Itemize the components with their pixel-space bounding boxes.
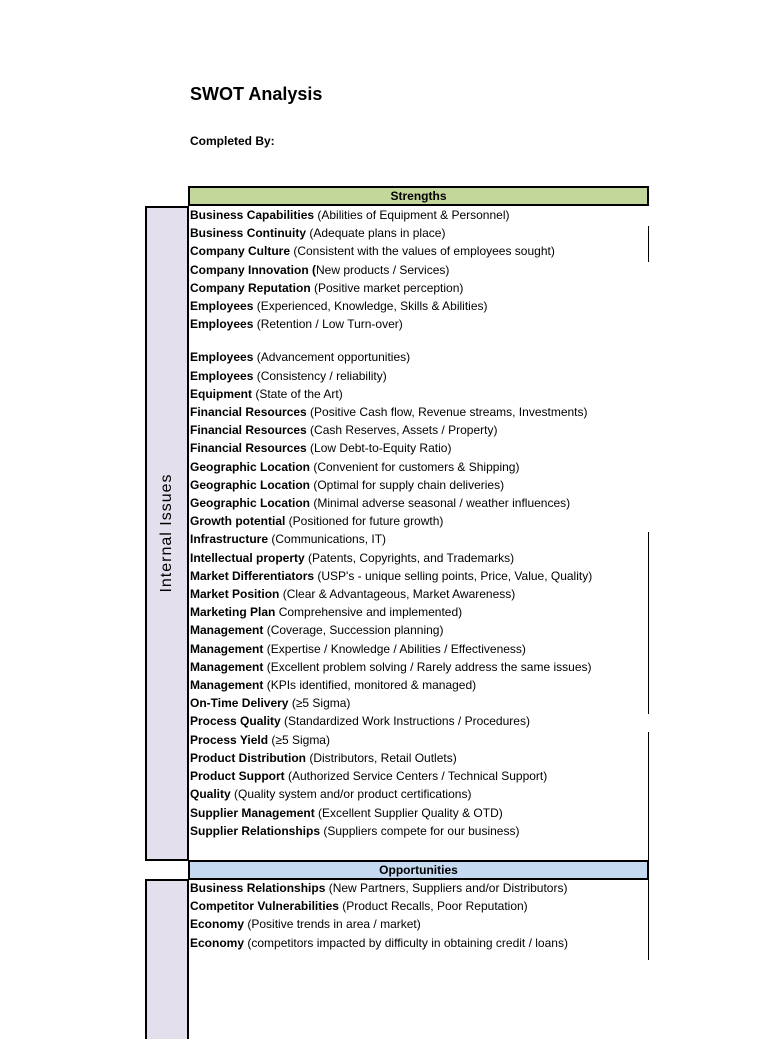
item-description: (Consistency / reliability) [253,368,387,383]
item-category: Infrastructure [190,532,269,547]
item-category: Process Yield [190,732,269,747]
opportunities-header: Opportunities [188,860,649,880]
page-title: SWOT Analysis [190,84,323,104]
item-description: (Excellent problem solving / Rarely address the same issues) [263,659,592,674]
item-description: (Advancement opportunities) [253,350,411,365]
list-item [190,785,650,803]
item-category: On-Time Delivery [190,696,289,711]
list-item [190,879,650,897]
item-description: (Quality system and/or product certifications) [230,787,472,802]
item-description: (Positioned for future growth) [285,514,444,529]
item-category: Employees [190,317,254,332]
item-category: Management [190,623,264,638]
item-category: Process Quality [190,714,281,729]
list-item [190,439,650,457]
list-item [190,279,650,297]
list-item [190,567,650,585]
item-description: (Excellent Supplier Quality & OTD) [314,805,503,820]
item-description: (State of the Art) [252,386,343,401]
item-category: Supplier Relationships [190,823,321,838]
list-item [190,749,650,767]
list-item [190,603,650,621]
cell-border [648,732,649,860]
list-item [190,822,650,840]
item-description: (≥5 Sigma) [288,696,351,711]
item-category: Product Distribution [190,750,306,765]
item-description: (Convenient for customers & Shipping) [310,459,520,474]
item-description: (Positive market perception) [310,280,464,295]
list-item [190,297,650,315]
item-category: Economy [190,935,245,950]
list-item [190,621,650,639]
item-description: (USP's - unique selling points, Price, Value, Quality) [314,568,593,583]
item-description: (≥5 Sigma) [268,732,330,747]
cell-border [648,532,649,714]
item-description: (KPIs identified, monitored & managed) [263,678,477,693]
item-description: (Patents, Copyrights, and Trademarks) [304,550,515,565]
cell-border [648,880,649,960]
item-category: Management [190,641,264,656]
list-item [190,512,650,530]
item-description: (New Partners, Suppliers and/or Distributors) [325,881,568,895]
item-description: (Cash Reserves, Assets / Property) [306,423,498,438]
item-description: (Low Debt-to-Equity Ratio) [306,441,452,456]
item-category: Management [190,678,264,693]
list-item [190,767,650,785]
list-item [190,712,650,730]
list-item [190,530,650,548]
item-description: (Positive Cash flow, Revenue streams, Investments) [306,405,588,420]
strengths-header: Strengths [188,186,649,206]
list-item [190,458,650,476]
item-description: (Experienced, Knowledge, Skills & Abilities) [253,299,488,314]
item-category: Market Position [190,587,280,602]
item-category: Management [190,659,264,674]
item-category: Company Culture [190,244,291,259]
item-category: Business Continuity [190,226,307,241]
list-item [190,385,650,403]
item-description: (Authorized Service Centers / Technical Support) [284,769,548,784]
item-description: (Standardized Work Instructions / Procedures) [280,714,530,729]
item-category: Financial Resources [190,423,307,438]
item-description: New products / Services) [316,262,450,277]
item-description: (Positive trends in area / market) [244,917,421,932]
list-item [190,640,650,658]
item-description: (Coverage, Succession planning) [263,623,444,638]
item-category: Intellectual property [190,550,305,565]
internal-issues-label: Internal Issues [158,473,175,593]
list-item [190,658,650,676]
item-category: Company Reputation [190,280,311,295]
item-category: Geographic Location [190,496,311,511]
strengths-list [190,206,650,840]
item-description: (Product Recalls, Poor Reputation) [338,899,528,914]
list-item [190,731,650,749]
item-description: (Consistent with the values of employees sought) [290,244,555,259]
list-item [190,549,650,567]
list-item [190,585,650,603]
item-category: Business Capabilities [190,208,315,222]
item-category: Employees [190,368,254,383]
list-item [190,804,650,822]
list-item [190,367,650,385]
item-description: (Communications, IT) [268,532,387,547]
item-description: (Expertise / Knowledge / Abilities / Effectiveness) [263,641,526,656]
list-item [190,494,650,512]
opportunities-list [190,879,650,952]
item-description: (Adequate plans in place) [306,226,446,241]
item-description: (Optimal for supply chain deliveries) [310,477,505,492]
item-category: Employees [190,350,254,365]
list-item [190,476,650,494]
item-category: Business Relationships [190,881,326,895]
item-description: Comprehensive and implemented) [275,605,463,620]
item-category: Competitor Vulnerabilities [190,899,339,914]
item-description: (Abilities of Equipment & Personnel) [314,208,510,222]
item-category: Growth potential [190,514,286,529]
list-item [190,224,650,242]
list-item [190,403,650,421]
item-category: Geographic Location [190,477,311,492]
item-category: Company Innovation ( [190,262,316,277]
list-item [190,242,650,260]
completed-by-label: Completed By: [190,134,275,148]
item-category: Supplier Management [190,805,315,820]
item-category: Geographic Location [190,459,311,474]
item-category: Equipment [190,386,252,401]
list-item [190,676,650,694]
list-item [190,934,650,952]
list-item [190,206,650,224]
item-category: Financial Resources [190,441,307,456]
item-category: Employees [190,299,254,314]
list-item [190,315,650,333]
opportunities-side-panel [145,879,189,1039]
list-item [190,897,650,915]
list-item [190,694,650,712]
item-description: (Distributors, Retail Outlets) [306,750,457,765]
item-category: Marketing Plan [190,605,276,620]
list-item [190,348,650,366]
item-category: Product Support [190,769,285,784]
item-description: (Minimal adverse seasonal / weather influences) [310,496,571,511]
item-description: (Retention / Low Turn-over) [253,317,403,332]
item-category: Quality [190,787,231,802]
item-category: Financial Resources [190,405,307,420]
item-category: Market Differentiators [190,568,315,583]
item-description: (Suppliers compete for our business) [320,823,520,838]
item-description: (competitors impacted by difficulty in obtaining credit / loans) [244,935,568,950]
cell-border [648,226,649,262]
list-item [190,421,650,439]
list-item [190,261,650,279]
item-category: Economy [190,917,245,932]
item-description: (Clear & Advantageous, Market Awareness) [279,587,516,602]
list-item [190,915,650,933]
